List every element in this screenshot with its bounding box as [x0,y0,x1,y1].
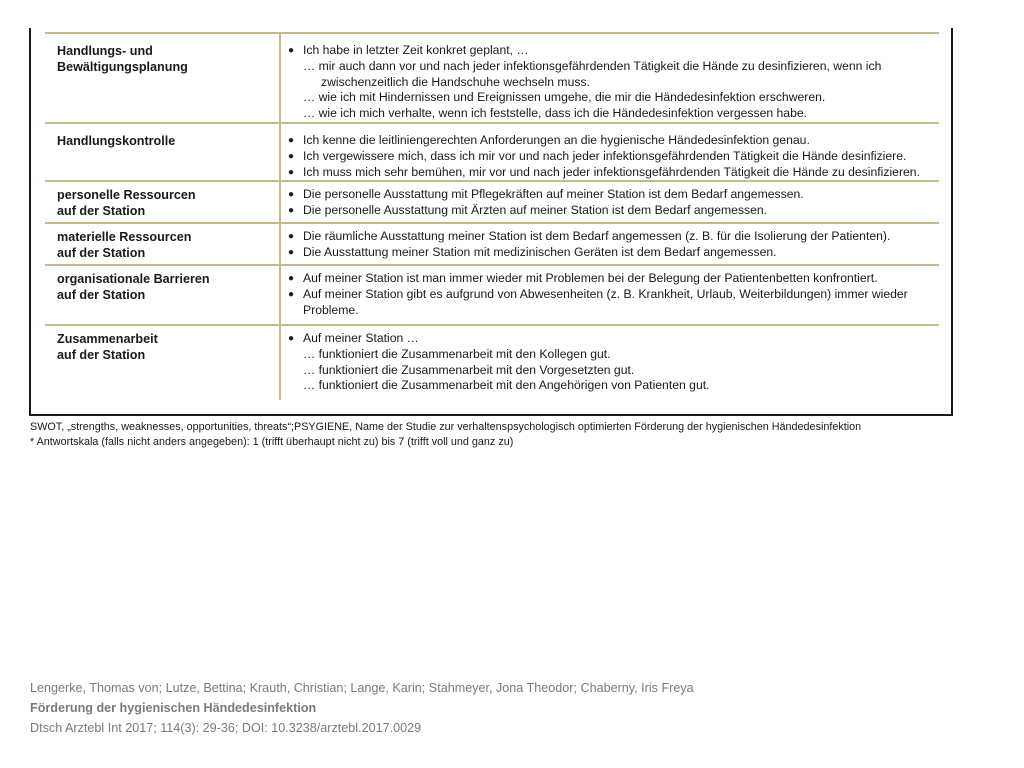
row-content [288,187,938,219]
list-item: ● Auf meiner Station … [288,331,938,347]
list-item: ● Auf meiner Station gibt es aufgrund von Abwesenheiten (z. B. Krankheit, Urlaub, Weiterbildungen) immer wieder [288,287,938,303]
table-footnotes [30,420,930,450]
row-label-line: Handlungskontrolle [57,134,176,148]
row-content [288,229,938,261]
row-content [288,271,938,318]
row-label-line: auf der Station [57,246,146,260]
list-item: ● Ich vergewissere mich, dass ich mir vor und nach jeder infektionsgefährdenden Tätigkeit die Hände desinfiziere. [288,149,938,165]
table-row [45,326,939,414]
citation-source: Dtsch Arztebl Int 2017; 114(3): 29-36; DOI: 10.3238/arztebl.2017.0029 [30,721,422,735]
list-item: … funktioniert die Zusammenarbeit mit den Vorgesetzten gut. [303,362,635,377]
row-label [57,331,282,363]
row-label-line: Bewältigungsplanung [57,60,188,74]
row-content [288,133,938,180]
row-label-line: Handlungs- und [57,44,153,58]
table-row [45,124,939,182]
list-item: … funktioniert die Zusammenarbeit mit den Angehörigen von Patienten gut. [303,378,710,393]
list-item: ● Ich habe in letzter Zeit konkret geplant, … [288,43,938,59]
list-item: ● Die Ausstattung meiner Station mit medizinischen Geräten ist dem Bedarf angemessen. [288,245,938,261]
row-label-line: auf der Station [57,204,146,218]
list-item: ● Auf meiner Station ist man immer wieder mit Problemen bei der Belegung der Patientenbetten konfrontiert. [288,271,938,287]
row-label-line: auf der Station [57,288,146,302]
table-row [45,182,939,224]
list-item: zwischenzeitlich die Handschuhe wechseln muss. [321,74,590,89]
row-label-line: materielle Ressourcen [57,230,192,244]
row-label [57,187,282,219]
list-item: … funktioniert die Zusammenarbeit mit den Kollegen gut. [303,346,611,361]
row-content [288,43,938,122]
footnote-answer-scale: * Antwortskala (falls nicht anders angegeben): 1 (trifft überhaupt nicht zu) bis 7 (trifft voll und ganz zu) [30,436,514,448]
row-label [57,43,282,75]
list-item: ● Die personelle Ausstattung mit Ärzten auf meiner Station ist dem Bedarf angemessen. [288,203,938,219]
citation-authors: Lengerke, Thomas von; Lutze, Bettina; Krauth, Christian; Lange, Karin; Stahmeyer, Jona Theodor; Chaberny, Iris Freya [30,681,694,695]
row-label-line: organisationale Barrieren [57,272,210,286]
row-label-line: Zusammenarbeit [57,332,158,346]
list-item: ● Die räumliche Ausstattung meiner Station ist dem Bedarf angemessen (z. B. für die Isolierung der Patienten). [288,229,938,245]
list-item: … wie ich mit Hindernissen und Ereignissen umgehe, die mir die Händedesinfektion erschweren. [303,90,826,105]
table-row [45,34,939,124]
row-label [57,133,282,149]
list-item: … wie ich mich verhalte, wenn ich feststelle, dass ich die Händedesinfektion vergessen habe. [303,106,808,121]
table-row [45,266,939,326]
list-item: ● Ich kenne die leitliniengerechten Anforderungen an die hygienische Händedesinfektion genau. [288,133,938,149]
row-label [57,271,282,303]
row-label [57,229,282,261]
footnote-abbreviations: SWOT, „strengths, weaknesses, opportunities, threats“;PSYGIENE, Name der Studie zur verhaltenspsychologisch optimierten Förderung der hygienischen Händedesinfektion [30,421,862,433]
row-content [288,331,938,394]
citation-title: Förderung der hygienischen Händedesinfektion [30,701,317,715]
list-item: Probleme. [303,302,359,317]
row-label-line: auf der Station [57,348,146,362]
table-row [45,224,939,266]
list-item: ● Ich muss mich sehr bemühen, mir vor und nach jeder infektionsgefährdenden Tätigkeit die Hände zu desinfizieren. [288,165,938,181]
citation [30,678,694,738]
list-item: ● Die personelle Ausstattung mit Pflegekräften auf meiner Station ist dem Bedarf angemessen. [288,187,938,203]
row-label-line: personelle Ressourcen [57,188,196,202]
list-item: … mir auch dann vor und nach jeder infektionsgefährdenden Tätigkeit die Hände zu desinfizieren, wenn ich [303,58,882,73]
table-frame [29,28,953,416]
